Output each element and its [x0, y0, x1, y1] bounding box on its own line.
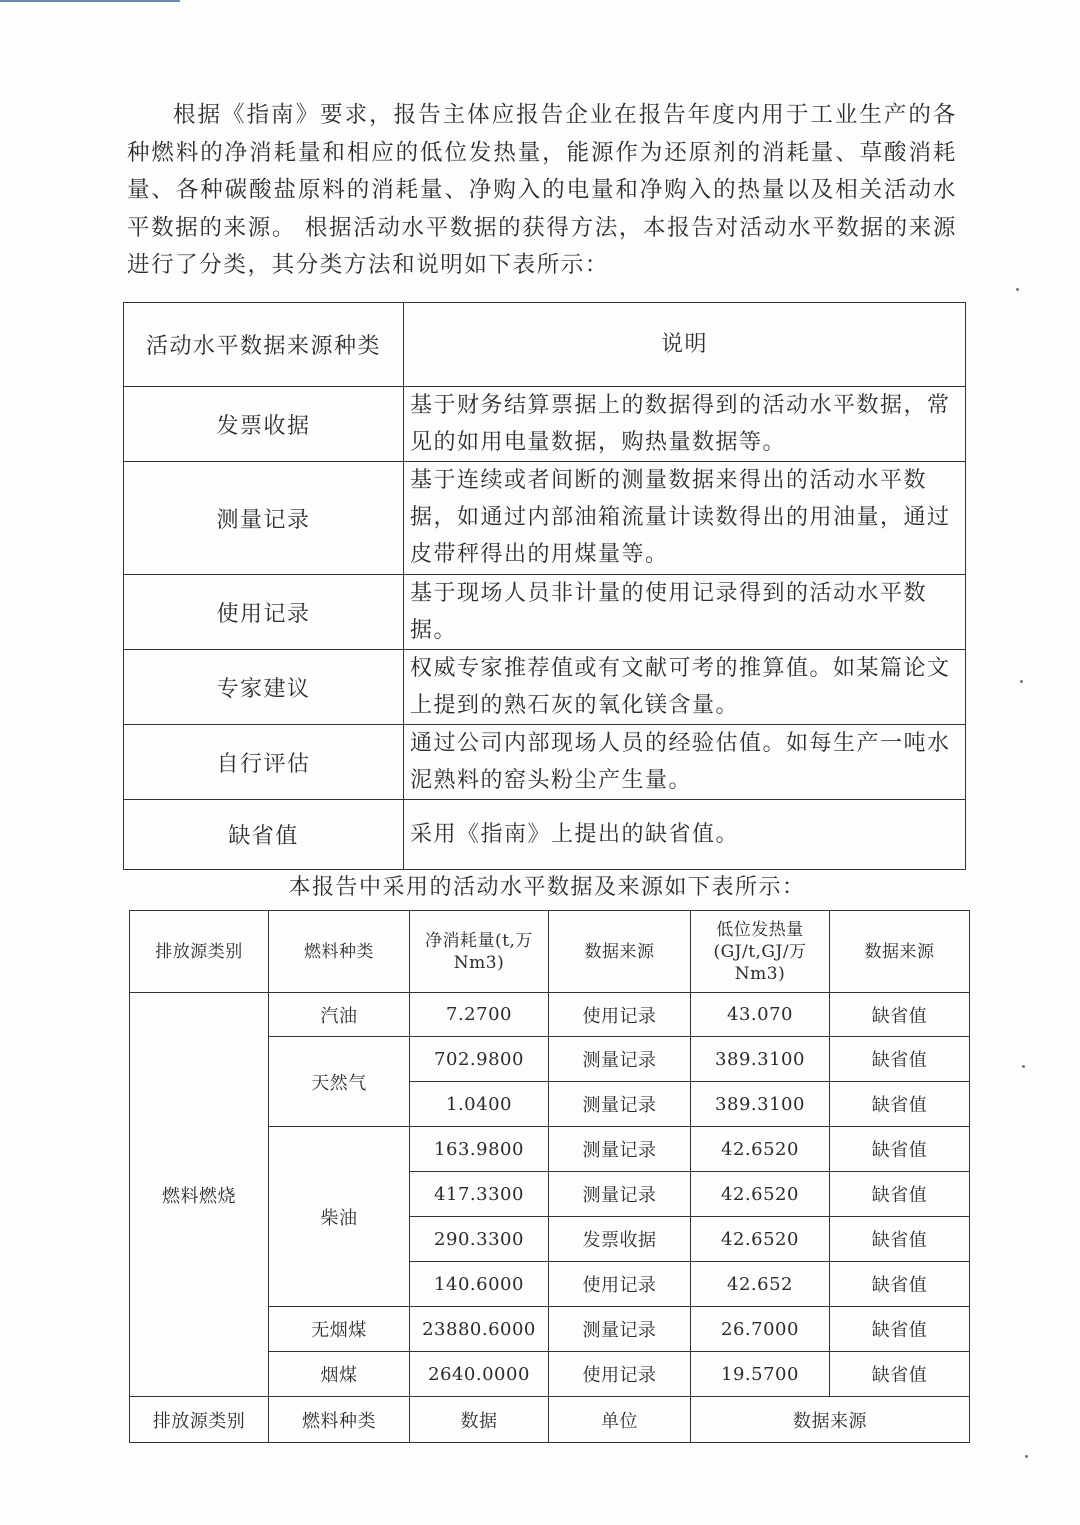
ncv-cell: 42.6520: [691, 1127, 830, 1172]
table-row: [124, 725, 966, 800]
ncv-source-cell: 缺省值: [830, 1127, 970, 1172]
ncv-source-cell: 缺省值: [830, 1352, 970, 1397]
description-cell: 基于财务结算票据上的数据得到的活动水平数据，常见的如用电量数据，购热量数据等。: [404, 387, 966, 462]
amount-cell: 23880.6000: [410, 1307, 549, 1352]
ncv-cell: 43.070: [691, 993, 830, 1037]
amount-cell: 417.3300: [410, 1172, 549, 1217]
table-header-row: [124, 303, 966, 387]
category-cell: 发票收据: [124, 387, 404, 462]
activity-data-table: [129, 910, 970, 1443]
table-header-row: [130, 911, 970, 993]
data-source-category-table: [123, 302, 966, 870]
header-net-consumption: 净消耗量(t,万Nm3): [410, 911, 549, 993]
description-cell: 权威专家推荐值或有文献可考的推算值。如某篇论文上提到的熟石灰的氧化镁含量。: [404, 650, 966, 725]
source-cell: 使用记录: [549, 993, 691, 1037]
ncv-cell: 19.5700: [691, 1352, 830, 1397]
ncv-cell: 26.7000: [691, 1307, 830, 1352]
source-cell: 测量记录: [549, 1307, 691, 1352]
source-cell: 测量记录: [549, 1082, 691, 1127]
amount-cell: 702.9800: [410, 1037, 549, 1082]
category-cell: 专家建议: [124, 650, 404, 725]
source-cell: 发票收据: [549, 1217, 691, 1262]
category-cell: 测量记录: [124, 462, 404, 575]
header-data-source: 数据来源: [549, 911, 691, 993]
footer-data-source: 数据来源: [691, 1397, 970, 1443]
header-fuel-type: 燃料种类: [269, 911, 410, 993]
amount-cell: 7.2700: [410, 993, 549, 1037]
ncv-source-cell: 缺省值: [830, 1307, 970, 1352]
category-cell: 使用记录: [124, 575, 404, 650]
ncv-cell: 42.6520: [691, 1217, 830, 1262]
ncv-source-cell: 缺省值: [830, 1262, 970, 1307]
description-cell: 采用《指南》上提出的缺省值。: [404, 800, 966, 870]
table-footer-row: [130, 1397, 970, 1443]
footer-data: 数据: [410, 1397, 549, 1443]
amount-cell: 140.6000: [410, 1262, 549, 1307]
scan-speck: [1025, 1455, 1028, 1458]
table-row: [124, 575, 966, 650]
source-cell: 测量记录: [549, 1127, 691, 1172]
description-cell: 基于现场人员非计量的使用记录得到的活动水平数据。: [404, 575, 966, 650]
source-cell: 测量记录: [549, 1172, 691, 1217]
footer-fuel-type: 燃料种类: [269, 1397, 410, 1443]
table-row: [130, 993, 970, 1037]
scan-speck: [1020, 680, 1023, 683]
ncv-cell: 42.652: [691, 1262, 830, 1307]
table-caption: 本报告中采用的活动水平数据及来源如下表所示：: [288, 875, 806, 900]
ncv-source-cell: 缺省值: [830, 1217, 970, 1262]
ncv-cell: 389.3100: [691, 1082, 830, 1127]
ncv-cell: 42.6520: [691, 1172, 830, 1217]
fuel-cell: 无烟煤: [269, 1307, 410, 1352]
header-category: 活动水平数据来源种类: [124, 303, 404, 387]
ncv-source-cell: 缺省值: [830, 1172, 970, 1217]
ncv-source-cell: 缺省值: [830, 1082, 970, 1127]
ncv-source-cell: 缺省值: [830, 1037, 970, 1082]
header-ncv: 低位发热量(GJ/t,GJ/万Nm3): [691, 911, 830, 993]
scan-speck: [1022, 1065, 1025, 1068]
description-cell: 基于连续或者间断的测量数据来得出的活动水平数据，如通过内部油箱流量计读数得出的用油量，通过皮带秤得出的用煤量等。: [404, 462, 966, 575]
table-row: [124, 462, 966, 575]
fuel-cell: 烟煤: [269, 1352, 410, 1397]
table-row: [124, 650, 966, 725]
amount-cell: 1.0400: [410, 1082, 549, 1127]
emission-group-cell: 燃料燃烧: [130, 993, 269, 1397]
source-cell: 使用记录: [549, 1262, 691, 1307]
scan-edge-line: [0, 0, 180, 2]
intro-paragraph: 根据《指南》要求，报告主体应报告企业在报告年度内用于工业生产的各种燃料的净消耗量和相应的低位发热量，能源作为还原剂的消耗量、草酸消耗量、各种碳酸盐原料的消耗量、净购入的电量和净购入的热量以及相关活动水平数据的来源。 根据活动水平数据的获得方法，本报告对活动水平数据的来源进行了分类，其分类方法和说明如下表所示：: [127, 102, 957, 278]
source-cell: 测量记录: [549, 1037, 691, 1082]
ncv-cell: 389.3100: [691, 1037, 830, 1082]
scan-speck: [1016, 288, 1019, 291]
amount-cell: 2640.0000: [410, 1352, 549, 1397]
description-cell: 通过公司内部现场人员的经验估值。如每生产一吨水泥熟料的窑头粉尘产生量。: [404, 725, 966, 800]
header-description: 说明: [404, 303, 966, 387]
header-ncv-source: 数据来源: [830, 911, 970, 993]
category-cell: 缺省值: [124, 800, 404, 870]
source-cell: 使用记录: [549, 1352, 691, 1397]
ncv-source-cell: 缺省值: [830, 993, 970, 1037]
fuel-cell: 柴油: [269, 1127, 410, 1307]
table-row: [124, 387, 966, 462]
footer-unit: 单位: [549, 1397, 691, 1443]
fuel-cell: 汽油: [269, 993, 410, 1037]
fuel-cell: 天然气: [269, 1037, 410, 1127]
header-emission-source: 排放源类别: [130, 911, 269, 993]
amount-cell: 163.9800: [410, 1127, 549, 1172]
amount-cell: 290.3300: [410, 1217, 549, 1262]
footer-emission-source: 排放源类别: [130, 1397, 269, 1443]
category-cell: 自行评估: [124, 725, 404, 800]
table-row: [124, 800, 966, 870]
